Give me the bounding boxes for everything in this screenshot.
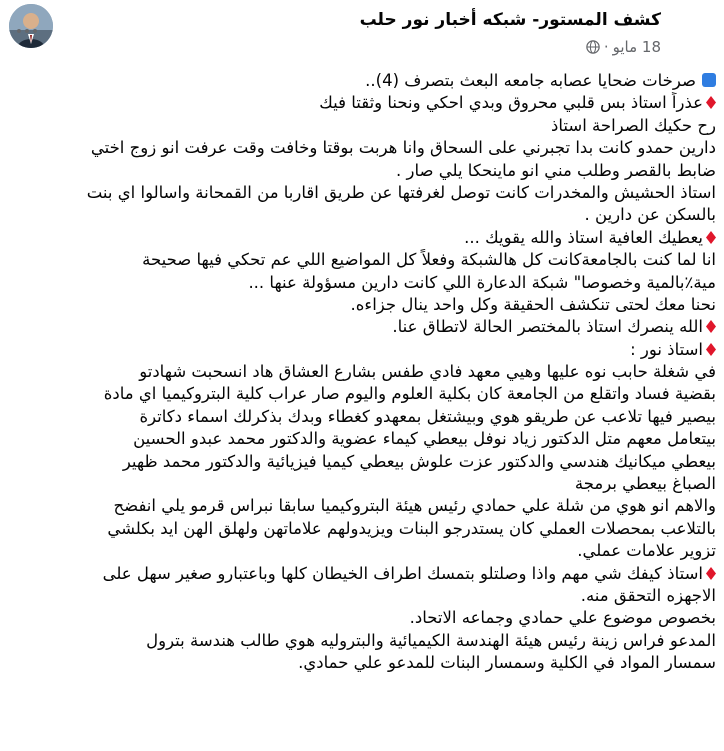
post-text-line [4, 92, 716, 114]
post-text: عذراً استاذ بس قلبي محروق وبدي احكي ونحنا وثقتا فيك [319, 93, 703, 113]
red-diamond-icon [706, 231, 716, 244]
post-text-line [4, 70, 716, 92]
post-text-line [4, 607, 716, 629]
post-text-line [4, 339, 716, 361]
more-options-dot [17, 29, 21, 33]
post-text: نحنا معك لحتى تنكشف الحقيقة وكل واحد ينال جزاءه. [350, 294, 716, 314]
post-meta [586, 38, 661, 56]
post-text: بيعطي ميكانيك هندسي والدكتور عزت علوش بيعطي كيميا فيزيائية والدكتور محمد ظهير [122, 451, 716, 471]
post-body [4, 70, 716, 675]
post-text: سمسار المواد في الكلية وسمسار البنات للمدعو علي حمادي. [298, 653, 716, 673]
post-text-line [4, 249, 716, 271]
post-text-line [4, 316, 716, 338]
post-header [0, 0, 724, 68]
post-text: يعطيك العافية استاذ والله يقويك ... [464, 227, 703, 247]
post-text: الله ينصرك استاذ بالمختصر الحالة لاتطاق عنا. [392, 317, 703, 337]
red-diamond-icon [706, 96, 716, 109]
post-text-line [4, 406, 716, 428]
post-text: بيتعامل معهم متل الدكتور زياد نوفل بيعطي كيماء عضوية والدكتور محمد عبدو الحسين [133, 429, 716, 449]
post-text: تزوير علامات عملي. [577, 541, 716, 561]
red-diamond-icon [706, 320, 716, 333]
post-text: استاذ نور : [630, 339, 703, 359]
globe-icon [586, 40, 600, 54]
post-text: المدعو فراس زينة رئيس هيئة الهندسة الكيميائية والبتروليه هوي طالب هندسة بترول [146, 630, 716, 650]
post-text: بخصوص موضوع علي حمادي وجماعه الاتحاد. [409, 608, 716, 628]
post-text-line [4, 160, 716, 182]
post-text: رح حكيك الصراحة استاذ [551, 115, 716, 135]
red-diamond-icon [706, 567, 716, 580]
post-text-line [4, 137, 716, 159]
post-text: الاجهزه التحقق منه. [580, 585, 716, 605]
post-text: انا لما كنت بالجامعةكانت كل هالشبكة وفعلاً كل المواضيع اللي عم تحكي فيها صحيحة [142, 250, 716, 270]
post-date[interactable]: 18 مايو [612, 38, 661, 56]
post-text: صرخات ضحايا عصابه جامعه البعث بتصرف (4).. [365, 71, 696, 90]
post-text-line [4, 294, 716, 316]
blue-square-icon [702, 73, 716, 87]
post-text: الصباغ بيعطي برمجة [574, 474, 716, 494]
post-text-line [4, 204, 716, 226]
post-text: بالسكن عن دارين . [584, 205, 716, 225]
post-text-line [4, 272, 716, 294]
post-text: مية٪بالمية وخصوصا" شبكة الدعارة اللي كانت دارين مسؤولة عنها ... [248, 272, 716, 292]
post-text: استاذ الحشيش والمخدرات كانت توصل لغرفتها عن طريق اقاربا من القمحانة واسالوا اي بنت [86, 182, 716, 202]
post-text-line [4, 227, 716, 249]
post-text: بالتلاعب بمحصلات العملي كان يستدرجو البنات ويزيدولهم علاماتهن ولهلق الهن ايد بكلشي [107, 518, 716, 538]
post-text-line [4, 361, 716, 383]
post-text-line [4, 540, 716, 562]
post-text-line [4, 473, 716, 495]
post-text-line [4, 451, 716, 473]
post-text: دارين حمدو كانت بدا تجبرني على السحاق وانا هربت بوقتا وخافت وقت عرفت انو زوج اختي [90, 138, 716, 158]
post-text-line [4, 652, 716, 674]
post-text-line [4, 563, 716, 585]
post-text: بقضية فساد واتقلع من الجامعة كان بكلية العلوم واليوم صار عراب كلية البتروكيميا اي مادة [103, 384, 716, 404]
post-text-line [4, 585, 716, 607]
red-diamond-icon [706, 343, 716, 356]
more-options-icon [33, 29, 37, 33]
post-text-line [4, 518, 716, 540]
post-text: استاذ كيفك شي مهم واذا وصلتلو بتمسك اطراف الخيطان كلها وباعتبارو صغير سهل على [102, 563, 703, 583]
post-text: بيصير فيها تلاعب عن طريقو هوي وبيشتغل بمعهدو كغطاء وبدك بذكرلك اسماء دكاترة [139, 406, 716, 426]
post-text-line [4, 630, 716, 652]
post-text-line [4, 383, 716, 405]
post-text: ضابط بالقصر وطلب مني انو ماينحكا يلي صار . [396, 160, 716, 180]
post-text-line [4, 115, 716, 137]
post-text-line [4, 495, 716, 517]
post-text: في شغلة حابب نوه عليها وهيي معهد فادي طفس بشارع العشاق هاد انسحبت شهادتو [139, 362, 716, 382]
author-name[interactable]: كشف المستور- شبكه أخبار نور حلب [359, 10, 661, 30]
post-text-line [4, 182, 716, 204]
post-text: والاهم انو هوي من شلة علي حمادي رئيس هيئة البتروكيميا سابقا نبراس قرمو يلي انفضح [113, 496, 716, 516]
meta-separator: · [603, 38, 609, 56]
more-options-dot [25, 29, 29, 33]
post-text-line [4, 428, 716, 450]
more-options-button[interactable] [10, 14, 44, 48]
